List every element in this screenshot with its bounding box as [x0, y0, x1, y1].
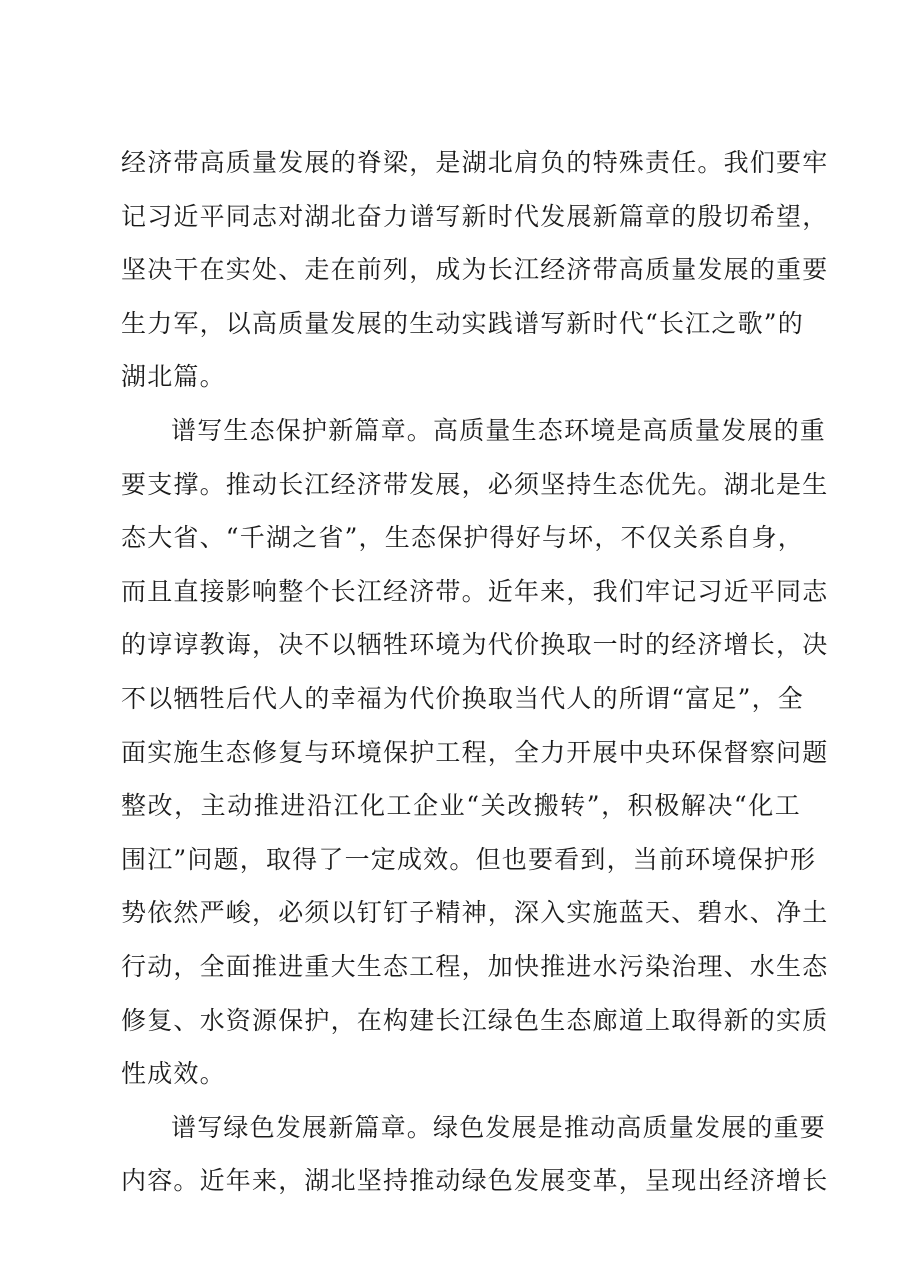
paragraph-first-line: 谱写生态保护新篇章。高质量生态环境是高质量发展的重 [171, 415, 827, 445]
text-line: 记习近平同志对湖北奋力谱写新时代发展新篇章的殷切希望， [121, 201, 829, 231]
text-line: 围江”问题，取得了一定成效。但也要看到，当前环境保护形 [121, 844, 817, 874]
text-line: 的谆谆教诲，决不以牺牲环境为代价换取一时的经济增长，决 [121, 630, 829, 660]
text-line: 经济带高质量发展的脊梁，是湖北肩负的特殊责任。我们要牢 [121, 148, 829, 177]
document-body [121, 136, 829, 1208]
text-line: 湖北篇。 [121, 362, 226, 392]
text-line: 修复、水资源保护，在构建长江绿色生态廊道上取得新的实质 [121, 1005, 829, 1035]
text-line: 坚决干在实处、走在前列，成为长江经济带高质量发展的重要 [121, 255, 829, 285]
text-line: 性成效。 [121, 1059, 226, 1089]
text-line: 面实施生态修复与环境保护工程，全力开展中央环保督察问题 [121, 737, 829, 767]
text-line: 不以牺牲后代人的幸福为代价换取当代人的所谓“富足”，全 [121, 683, 804, 713]
text-line: 内容。近年来，湖北坚持推动绿色发展变革，呈现出经济增长 [121, 1166, 829, 1196]
text-line: 生力军，以高质量发展的生动实践谱写新时代“长江之歌”的 [121, 308, 804, 338]
text-line: 整改，主动推进沿江化工企业“关改搬转”，积极解决“化工 [121, 791, 801, 821]
paragraph-first-line: 谱写绿色发展新篇章。绿色发展是推动高质量发展的重要 [171, 1112, 827, 1142]
text-line: 态大省、“千湖之省”，生态保护得好与坏，不仅关系自身， [121, 523, 804, 553]
text-line: 要支撑。推动长江经济带发展，必须坚持生态优先。湖北是生 [121, 469, 829, 499]
text-line: 而且直接影响整个长江经济带。近年来，我们牢记习近平同志 [121, 576, 829, 606]
text-line: 行动，全面推进重大生态工程，加快推进水污染治理、水生态 [121, 951, 829, 981]
text-line: 势依然严峻，必须以钉钉子精神，深入实施蓝天、碧水、净土 [121, 898, 829, 928]
